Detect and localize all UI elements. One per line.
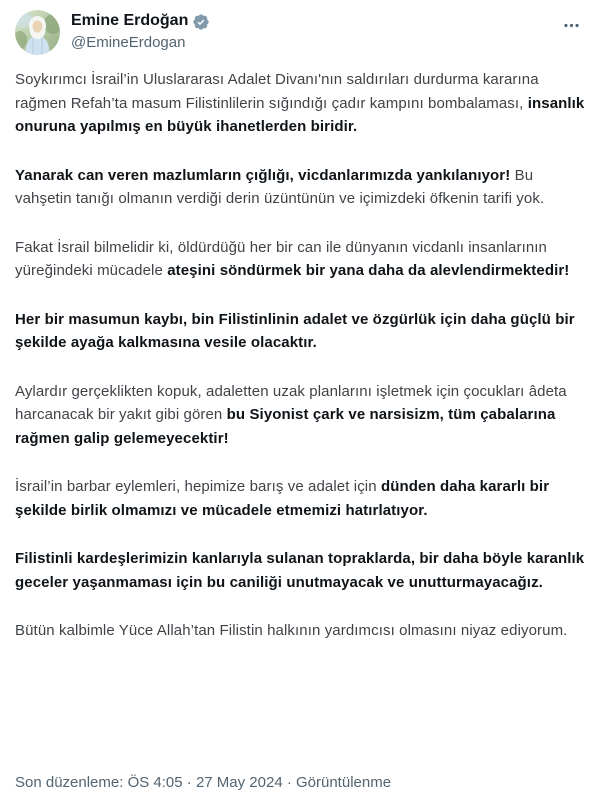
tweet-header: [15, 10, 585, 55]
tweet-paragraph: [15, 475, 585, 522]
tweet-text-segment: İsrail’in barbar eylemleri, hepimize barış ve adalet için: [15, 478, 381, 495]
tweet-text-bold-segment: Yanarak can veren mazlumların çığlığı, vicdanlarımızda yankılanıyor!: [15, 166, 511, 184]
tweet-text: [15, 68, 585, 643]
tweet-paragraph: [15, 380, 585, 451]
tweet-text-bold-segment: Her bir masumun kaybı, bin Filistinlinin adalet ve özgürlük için daha güçlü bir şekilde ayağa kalkmasına vesile olacaktır.: [15, 310, 575, 351]
tweet-paragraph: [15, 236, 585, 283]
tweet-paragraph: [15, 308, 585, 355]
more-options-button[interactable]: [558, 10, 585, 41]
more-options-icon: [562, 16, 581, 35]
tweet-text-segment: Fakat İsrail bilmelidir ki, öldürdüğü her bir can ile dünyanın vicdanlı insanlarının yüreğindeki mücadele: [15, 238, 548, 279]
tweet-paragraph: [15, 164, 585, 211]
display-name[interactable]: Emine Erdoğan: [71, 12, 189, 29]
tweet-text-segment: Bütün kalbimle Yüce Allah’tan Filistin halkının yardımcısı olmasını niyaz ediyorum.: [15, 622, 568, 639]
tweet-text-bold-segment: insanlık onuruna yapılmış en büyük ihanetlerden biridir.: [15, 94, 585, 135]
tweet-paragraph: [15, 619, 585, 643]
tweet-text-segment: Bu vahşetin tanığı olmanın verdiği derin üzüntünün ve içimizdeki öfkenin tarifi yok.: [15, 166, 545, 207]
name-row: [71, 11, 210, 31]
tweet-text-segment: Aylardır gerçeklikten kopuk, adaletten uzak planlarını işletmek için çocukları âdeta harcanacak bir yakıt gibi gören: [15, 382, 567, 423]
avatar-image: [15, 10, 60, 55]
avatar[interactable]: [15, 10, 60, 55]
timestamp-row[interactable]: Son düzenleme: ÖS 4:05 · 27 May 2024 · Görüntülenme: [15, 774, 392, 791]
tweet-text-bold-segment: dünden daha kararlı bir şekilde birlik olmamızı ve mücadele etmemizi hatırlatıyor.: [15, 478, 550, 519]
tweet-text-segment: Soykırımcı İsrail’in Uluslararası Adalet Divanı'nın saldırıları durdurma kararına rağmen Refah’ta masum Filistinlilerin sığındığı çadır kampını bombalaması,: [15, 71, 539, 112]
tweet-text-bold-segment: bu Siyonist çark ve narsisizm, tüm çabalarına rağmen galip gelemeyecektir!: [15, 406, 556, 447]
verified-badge-icon: [192, 13, 210, 31]
tweet-text-bold-segment: Filistinli kardeşlerimizin kanlarıyla sulanan topraklarda, bir daha böyle karanlık geceler yaşanmaması için bu caniliği unutmayacak ve unutturmayacağız.: [15, 550, 585, 591]
user-block: [71, 10, 210, 53]
tweet-paragraph: [15, 68, 585, 139]
user-handle[interactable]: @EmineErdogan: [71, 34, 186, 51]
tweet-paragraph: [15, 547, 585, 594]
tweet-text-bold-segment: ateşini söndürmek bir yana daha da alevlendirmektedir!: [167, 262, 570, 279]
